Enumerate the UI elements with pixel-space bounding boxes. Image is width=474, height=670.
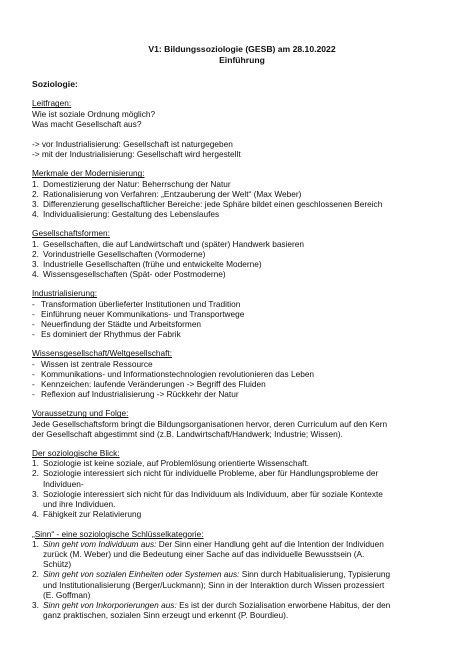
list-number: 4. [32, 209, 39, 220]
bullet-text: Neuerfindung der Städte und Arbeitsformen [41, 319, 202, 330]
gesellschaftsformen-label: Gesellschaftsformen: [32, 228, 110, 239]
list-text-line: Schütz) [43, 559, 72, 570]
dash-bullet-icon: - [32, 319, 35, 330]
paragraph-line: Jede Gesellschaftsform bringt die Bildungsorganisationen hervor, deren Curriculum auf den Kern [32, 418, 388, 429]
leitfragen-section [32, 98, 452, 159]
sinn-section [32, 529, 452, 621]
list-text [43, 600, 452, 620]
list-number: 2. [32, 248, 39, 259]
bullet-item [32, 369, 452, 379]
title-line-1: V1: Bildungssoziologie (GESB) am 28.10.2022 [148, 44, 336, 54]
list-text-line: Soziologie ist keine soziale, auf Problemlösung orientierte Wissenschaft. [43, 458, 310, 469]
leitfrage-line: Was macht Gesellschaft aus? [32, 118, 142, 129]
list-item [32, 179, 452, 189]
wissensgesellschaft-section [32, 348, 452, 399]
bullet-item [32, 329, 452, 339]
list-text: Industrielle Gesellschaften (frühe und entwickelte Moderne) [43, 259, 262, 270]
list-text: Domestizierung der Natur: Beherrschung der Natur [43, 178, 231, 189]
dash-bullet-icon: - [32, 308, 35, 319]
list-number: 1. [32, 238, 39, 249]
list-item [32, 600, 452, 620]
dash-bullet-icon: - [32, 379, 35, 390]
emphasis-text: Sinn geht vom Individuum aus: [43, 538, 157, 549]
dash-bullet-icon: - [32, 389, 35, 400]
document-title [32, 44, 452, 65]
dash-bullet-icon: - [32, 368, 35, 379]
list-item [32, 249, 452, 259]
bullet-text: Kommunikations- und Informationstechnologien revolutionieren das Leben [41, 368, 315, 379]
document-page [32, 44, 452, 620]
paragraph-line: der Gesellschaft abgestimmt sind (z.B. Landwirtschaft/Handwerk; Industrie; Wissen). [32, 428, 343, 439]
list-text-line: Der Sinn einer Handlung geht auf die Intention der Individuen [156, 538, 384, 549]
bullet-item [32, 319, 452, 329]
arrow-line: -> vor Industrialisierung: Gesellschaft ist naturgegeben [32, 139, 233, 149]
industrialisierung-label: Industrialisierung: [32, 288, 98, 299]
list-number: 1. [32, 458, 39, 469]
list-text [43, 458, 452, 468]
emphasis-text: Sinn geht von Inkorporierungen aus: [43, 599, 177, 610]
bullet-text: Reflexion auf Industrialisierung -> Rückkehr der Natur [41, 389, 239, 400]
bullet-text: Kennzeichen: laufende Veränderungen -> Begriff des Fluiden [41, 379, 266, 390]
list-text: Wissensgesellschaften (Spät- oder Postmoderne) [43, 269, 226, 280]
dash-bullet-icon: - [32, 358, 35, 369]
industrialisierung-section [32, 288, 452, 339]
bullet-text: Es dominiert der Rhythmus der Fabrik [41, 329, 181, 340]
blick-label: Der soziologische Blick: [32, 448, 120, 459]
voraussetzung-section [32, 408, 452, 439]
list-text: Rationalisierung von Verfahren: „Entzauberung der Welt“ (Max Weber) [43, 188, 302, 199]
list-item [32, 458, 452, 468]
list-text [43, 468, 452, 488]
list-item [32, 199, 452, 209]
list-item [32, 468, 452, 488]
list-item [32, 239, 452, 249]
dash-bullet-icon: - [32, 298, 35, 309]
list-text-line: Sinn durch Habitualisierung, Typisierung [239, 569, 391, 580]
list-text: Differenzierung gesellschaftlicher Bereiche: jede Sphäre bildet einen geschlossenen Bereich [43, 199, 383, 210]
list-text-line: Soziologie interessiert sich nicht für individuelle Probleme, aber für Handlungsprobleme der [43, 468, 379, 479]
bullet-item [32, 309, 452, 319]
list-text: Gesellschaften, die auf Landwirtschaft und (später) Handwerk basieren [43, 238, 305, 249]
sinn-label: „Sinn“ - eine soziologische Schlüsselkategorie: [32, 528, 204, 539]
bullet-text: Wissen ist zentrale Ressource [41, 358, 153, 369]
bullet-item [32, 379, 452, 389]
list-text [43, 509, 452, 519]
bullet-text: Transformation überlieferter Institutionen und Tradition [41, 298, 241, 309]
list-text: Vorindustrielle Gesellschaften (Vormoderne) [43, 248, 206, 259]
list-text-line: und Institutionalisierung (Berger/Luckmann); Sinn in der Interaktion durch Wissen prozessiert [43, 579, 385, 590]
list-number: 3. [32, 259, 39, 270]
list-text [43, 539, 452, 570]
list-text-line: Individuen- [43, 478, 84, 489]
list-number: 4. [32, 509, 39, 520]
leitfrage-line: Wie ist soziale Ordnung möglich? [32, 108, 156, 119]
list-item [32, 569, 452, 600]
list-text-line: (E. Goffman) [43, 589, 91, 600]
list-text-line: Soziologie interessiert sich nicht für das Individuum als Individuum, aber für soziale Kontexte [43, 488, 383, 499]
gesellschaftsformen-section [32, 228, 452, 279]
bullet-text: Einführung neuer Kommunikations- und Transportwege [41, 308, 245, 319]
list-text: Individualisierung: Gestaltung des Lebenslaufes [43, 209, 220, 220]
section-heading-soziologie: Soziologie: [32, 79, 78, 90]
list-text-line: ganz praktischen, sozialen Sinn erzeugt und erkennt (P. Bourdieu). [43, 610, 289, 621]
blick-section [32, 448, 452, 519]
list-number: 2. [32, 569, 39, 580]
list-text-line: Es ist der durch Sozialisation erworbene Habitus, der den [176, 599, 391, 610]
leitfragen-label: Leitfragen: [32, 98, 72, 109]
title-line-2: Einführung [219, 54, 265, 65]
list-text-line: Fähigkeit zur Relativierung [43, 509, 142, 520]
list-item [32, 189, 452, 199]
bullet-item [32, 299, 452, 309]
list-number: 3. [32, 488, 39, 499]
emphasis-text: Sinn geht von sozialen Einheiten oder Systemen aus: [43, 569, 240, 580]
bullet-item [32, 359, 452, 369]
list-number: 3. [32, 199, 39, 210]
list-number: 1. [32, 178, 39, 189]
list-item [32, 209, 452, 219]
list-item [32, 539, 452, 570]
list-item [32, 259, 452, 269]
arrow-line: -> mit der Industrialisierung: Gesellschaft wird hergestellt [32, 149, 241, 160]
modernisierung-label: Merkmale der Modernisierung: [32, 168, 145, 179]
wissensgesellschaft-label: Wissensgesellschaft/Weltgesellschaft: [32, 348, 173, 359]
bullet-item [32, 389, 452, 399]
modernisierung-section [32, 168, 452, 219]
list-number: 4. [32, 269, 39, 280]
list-number: 3. [32, 599, 39, 610]
list-text-line: zurück (M. Weber) und die Bedeutung einer Sache auf das individuelle Bewusstsein (A. [43, 548, 365, 559]
list-number: 1. [32, 538, 39, 549]
list-item [32, 509, 452, 519]
list-item [32, 489, 452, 509]
dash-bullet-icon: - [32, 329, 35, 340]
list-text [43, 489, 452, 509]
list-number: 2. [32, 188, 39, 199]
list-item [32, 269, 452, 279]
list-text [43, 569, 452, 600]
voraussetzung-label: Voraussetzung und Folge: [32, 408, 129, 419]
list-text-line: und ihre Individuen. [43, 499, 116, 510]
list-number: 2. [32, 468, 39, 479]
